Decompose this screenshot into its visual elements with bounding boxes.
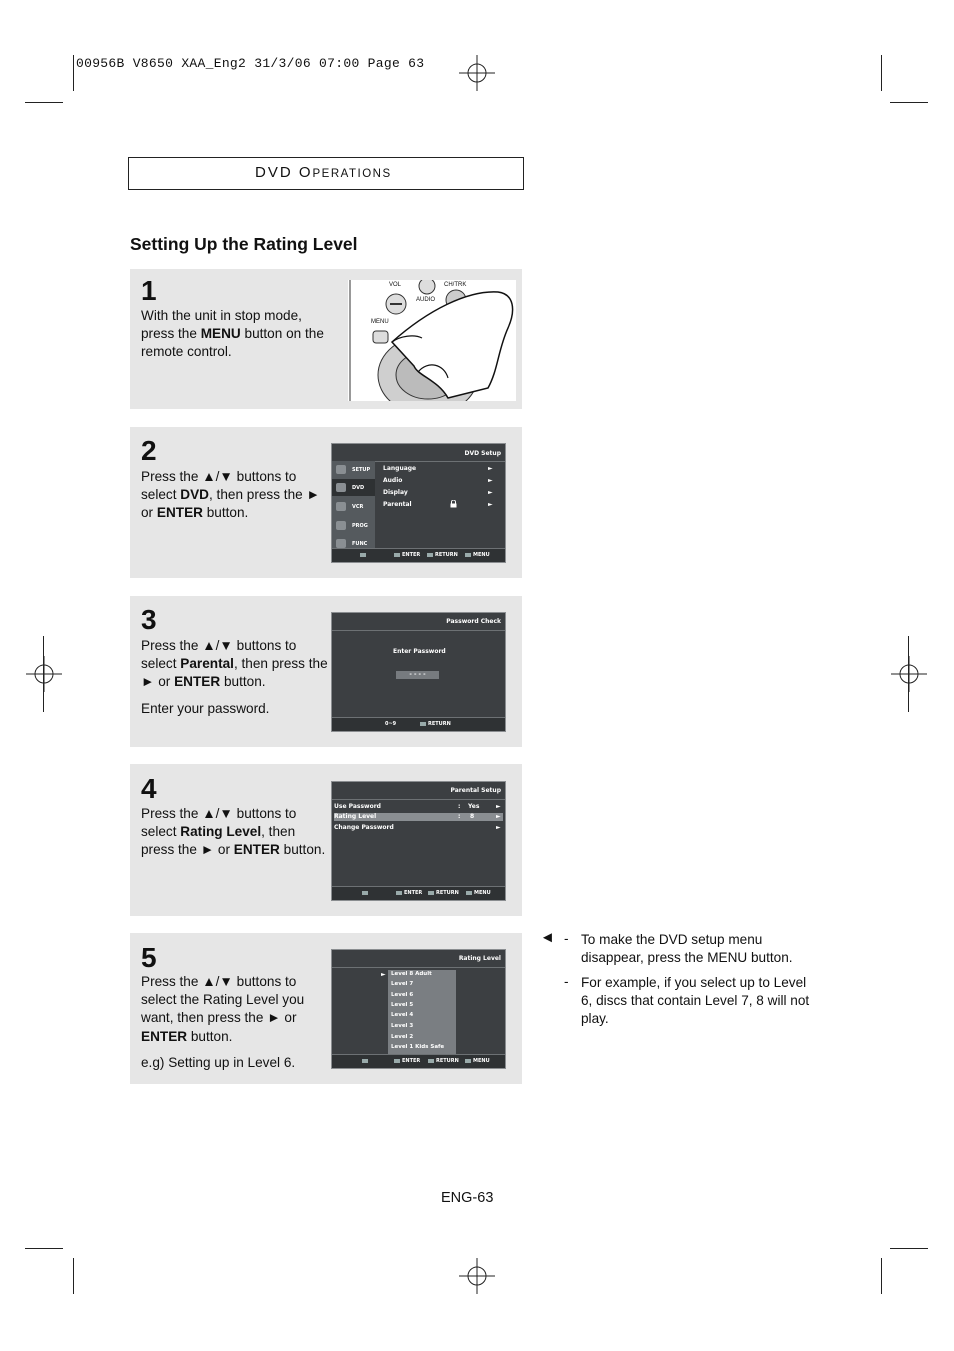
note-pointer-icon: ◄ — [540, 929, 555, 946]
step-paragraph: Enter your password. — [141, 700, 270, 716]
page-number: ENG-63 — [441, 1190, 494, 1206]
divider — [332, 967, 505, 968]
step-paragraph — [141, 637, 331, 692]
text-run: button. — [220, 674, 266, 690]
audio-label: AUDIO — [416, 297, 436, 303]
level-item[interactable]: Level 3 — [391, 1023, 414, 1029]
foot-label: ENTER — [404, 890, 423, 896]
section-header — [128, 157, 524, 190]
menu-icon — [466, 891, 472, 895]
note-item: For example, if you select up to Level 6, discs that contain Level 7, 8 will not play. — [581, 975, 810, 1027]
screen-footer — [332, 1054, 505, 1068]
text-run: button. — [202, 505, 249, 521]
foot-return — [427, 552, 458, 558]
text-run-bold: ENTER — [174, 674, 221, 690]
foot-return — [428, 890, 459, 896]
text-run: , then press the ► or — [141, 824, 296, 858]
text-run: , then press the ► or — [141, 656, 328, 690]
side-label: FUNC — [352, 541, 368, 547]
row-use-password[interactable] — [334, 803, 503, 811]
text-run-bold: ENTER — [233, 842, 280, 858]
nav-icon — [362, 890, 370, 896]
registration-mark-icon — [26, 656, 62, 692]
text-run-bold: Parental — [180, 656, 234, 672]
step-number: 5 — [141, 942, 157, 973]
text-run: Press the ▲/▼ buttons to select — [141, 469, 297, 503]
arrow-right-icon: ► — [488, 477, 493, 484]
level-item[interactable]: Level 5 — [391, 1002, 414, 1008]
step-paragraph — [141, 468, 331, 523]
nav-icon — [360, 552, 368, 558]
side-item-setup[interactable] — [332, 461, 375, 478]
section-rest: PERATIONS — [312, 168, 392, 180]
foot-digits: 0~9 — [385, 721, 397, 727]
step-number: 4 — [141, 773, 157, 804]
foot-label: ENTER — [402, 552, 421, 558]
foot-label: RETURN — [436, 1058, 459, 1064]
foot-label: RETURN — [435, 552, 458, 558]
crop-mark — [908, 636, 909, 712]
text-run: Press the ▲/▼ buttons to select — [141, 806, 297, 840]
selection-arrow-icon: ► — [381, 971, 386, 978]
row-change-password[interactable] — [334, 824, 503, 832]
registration-mark-icon — [459, 55, 495, 91]
crop-mark — [881, 55, 882, 91]
arrow-right-icon: ► — [488, 489, 493, 496]
step-text — [141, 805, 331, 860]
level-item[interactable]: Level 1 Kids Safe — [391, 1044, 445, 1050]
arrow-right-icon: ► — [488, 501, 493, 508]
side-label: SETUP — [352, 467, 371, 473]
colon: : — [458, 803, 461, 810]
menu-icon — [465, 1059, 471, 1063]
nav-icon — [362, 1058, 370, 1064]
vcr-icon — [336, 502, 346, 511]
crop-mark — [25, 102, 63, 103]
menu-item-parental[interactable]: Parental — [383, 501, 412, 508]
func-icon — [336, 539, 346, 548]
enter-icon — [394, 1059, 400, 1063]
step-text — [141, 637, 331, 718]
crop-mark — [73, 1258, 74, 1294]
clock-icon — [336, 521, 346, 530]
registration-mark-icon — [891, 656, 927, 692]
step-paragraph — [141, 307, 331, 362]
text-run-bold: ENTER — [156, 505, 203, 521]
text-run-bold: DVD — [180, 487, 209, 503]
text-run-bold: MENU — [200, 326, 241, 342]
crop-mark — [25, 1248, 63, 1249]
side-menu — [332, 461, 375, 549]
note-item: To make the DVD setup menu disappear, press the MENU button. — [581, 932, 793, 966]
section-first: DVD O — [255, 164, 313, 181]
foot-label: RETURN — [436, 890, 459, 896]
row-label: Rating Level — [334, 813, 377, 820]
foot-label: RETURN — [428, 721, 451, 727]
password-check-screen — [331, 612, 506, 732]
text-run: Press the ▲/▼ buttons to select the Rating Level you want, then press the ► or — [141, 974, 305, 1026]
password-prompt: Enter Password — [393, 648, 446, 655]
step-paragraph: e.g) Setting up in Level 6. — [141, 1054, 296, 1070]
arrow-right-icon: ► — [496, 824, 501, 831]
step-1 — [130, 269, 522, 409]
vol-label: VOL — [389, 282, 402, 288]
step-text — [141, 307, 331, 362]
return-icon — [428, 1059, 434, 1063]
crop-mark — [43, 636, 44, 712]
screen-title: Password Check — [446, 618, 501, 625]
side-item-vcr[interactable] — [332, 498, 375, 515]
page-title: Setting Up the Rating Level — [130, 234, 358, 254]
text-run: button on the remote control. — [141, 326, 324, 360]
text-run: , then press the ► or — [141, 487, 320, 521]
foot-menu — [465, 1058, 490, 1064]
foot-label: MENU — [473, 552, 490, 558]
divider — [332, 630, 505, 631]
step-number: 2 — [141, 435, 157, 466]
note-dash: - — [564, 974, 569, 989]
row-rating-level[interactable] — [334, 813, 503, 821]
step-2 — [130, 427, 522, 578]
step-paragraph — [141, 805, 331, 860]
foot-return — [428, 1058, 459, 1064]
foot-label: ENTER — [402, 1058, 421, 1064]
menu-item-display[interactable]: Display — [383, 489, 408, 496]
dvd-icon — [336, 483, 346, 492]
foot-label: MENU — [473, 1058, 490, 1064]
level-item[interactable]: Level 8 Adult — [391, 971, 432, 977]
foot-enter — [396, 890, 422, 896]
level-list — [388, 970, 456, 1054]
crop-mark — [890, 1248, 928, 1249]
step-3 — [130, 596, 522, 747]
step-5 — [130, 933, 522, 1084]
menu-label: MENU — [371, 319, 389, 325]
menu-icon — [465, 553, 471, 557]
foot-menu — [466, 890, 491, 896]
screen-title: DVD Setup — [464, 450, 501, 457]
chtrk-label: CH/TRK — [444, 282, 467, 288]
foot-label: MENU — [474, 890, 491, 896]
text-run: button. — [187, 1028, 233, 1044]
text-run-bold: Rating Level — [180, 824, 262, 840]
step-text — [141, 973, 331, 1072]
foot-enter — [394, 1058, 420, 1064]
row-label: Change Password — [334, 824, 394, 831]
side-item-dvd[interactable] — [332, 479, 375, 496]
enter-icon — [394, 553, 400, 557]
parental-setup-screen — [331, 781, 506, 901]
crop-mark — [881, 1258, 882, 1294]
setup-icon — [336, 465, 346, 474]
level-item[interactable]: Level 6 — [391, 992, 414, 998]
step-text — [141, 468, 331, 523]
text-run-bold: ENTER — [141, 1028, 188, 1044]
row-label: Use Password — [334, 803, 381, 810]
remote-illustration — [348, 280, 516, 401]
step-4 — [130, 764, 522, 916]
menu-item-language[interactable]: Language — [383, 465, 417, 472]
arrow-right-icon: ► — [496, 813, 501, 820]
foot-menu — [465, 552, 490, 558]
row-value: 8 — [470, 813, 475, 820]
side-label: VCR — [352, 504, 364, 510]
lock-icon — [450, 500, 457, 508]
return-icon — [427, 553, 433, 557]
crop-mark — [73, 55, 74, 91]
level-item[interactable]: Level 4 — [391, 1012, 414, 1018]
screen-footer — [332, 886, 505, 900]
print-slug: 00956B V8650 XAA_Eng2 31/3/06 07:00 Page 63 — [76, 56, 425, 71]
level-item[interactable]: Level 2 — [391, 1034, 414, 1040]
password-field[interactable]: - - - - — [396, 671, 439, 679]
colon: : — [458, 813, 461, 820]
arrow-right-icon: ► — [496, 803, 501, 810]
text-run: Press the ▲/▼ buttons to select — [141, 638, 297, 672]
text-run: With the unit in stop mode, press the — [141, 308, 302, 342]
side-item-prog[interactable] — [332, 517, 375, 534]
screen-title: Parental Setup — [450, 787, 501, 794]
dvd-setup-screen — [331, 443, 506, 563]
step-paragraph — [141, 973, 331, 1046]
arrow-right-icon: ► — [488, 465, 493, 472]
foot-return — [420, 721, 451, 727]
enter-icon — [396, 891, 402, 895]
step-number: 3 — [141, 604, 157, 635]
screen-footer — [332, 717, 505, 731]
row-value: Yes — [468, 803, 480, 810]
return-icon — [420, 722, 426, 726]
note-dash: - — [564, 931, 569, 946]
side-label: PROG — [352, 523, 368, 529]
menu-item-audio[interactable]: Audio — [383, 477, 403, 484]
foot-enter — [394, 552, 420, 558]
screen-title: Rating Level — [458, 955, 501, 962]
level-item[interactable]: Level 7 — [391, 981, 414, 987]
side-label: DVD — [352, 485, 365, 491]
crop-mark — [890, 102, 928, 103]
rating-level-screen — [331, 949, 506, 1069]
text-run: button. — [279, 842, 326, 858]
registration-mark-icon — [459, 1258, 495, 1294]
screen-footer — [332, 548, 505, 562]
step-number: 1 — [141, 275, 157, 306]
divider — [332, 799, 505, 800]
return-icon — [428, 891, 434, 895]
